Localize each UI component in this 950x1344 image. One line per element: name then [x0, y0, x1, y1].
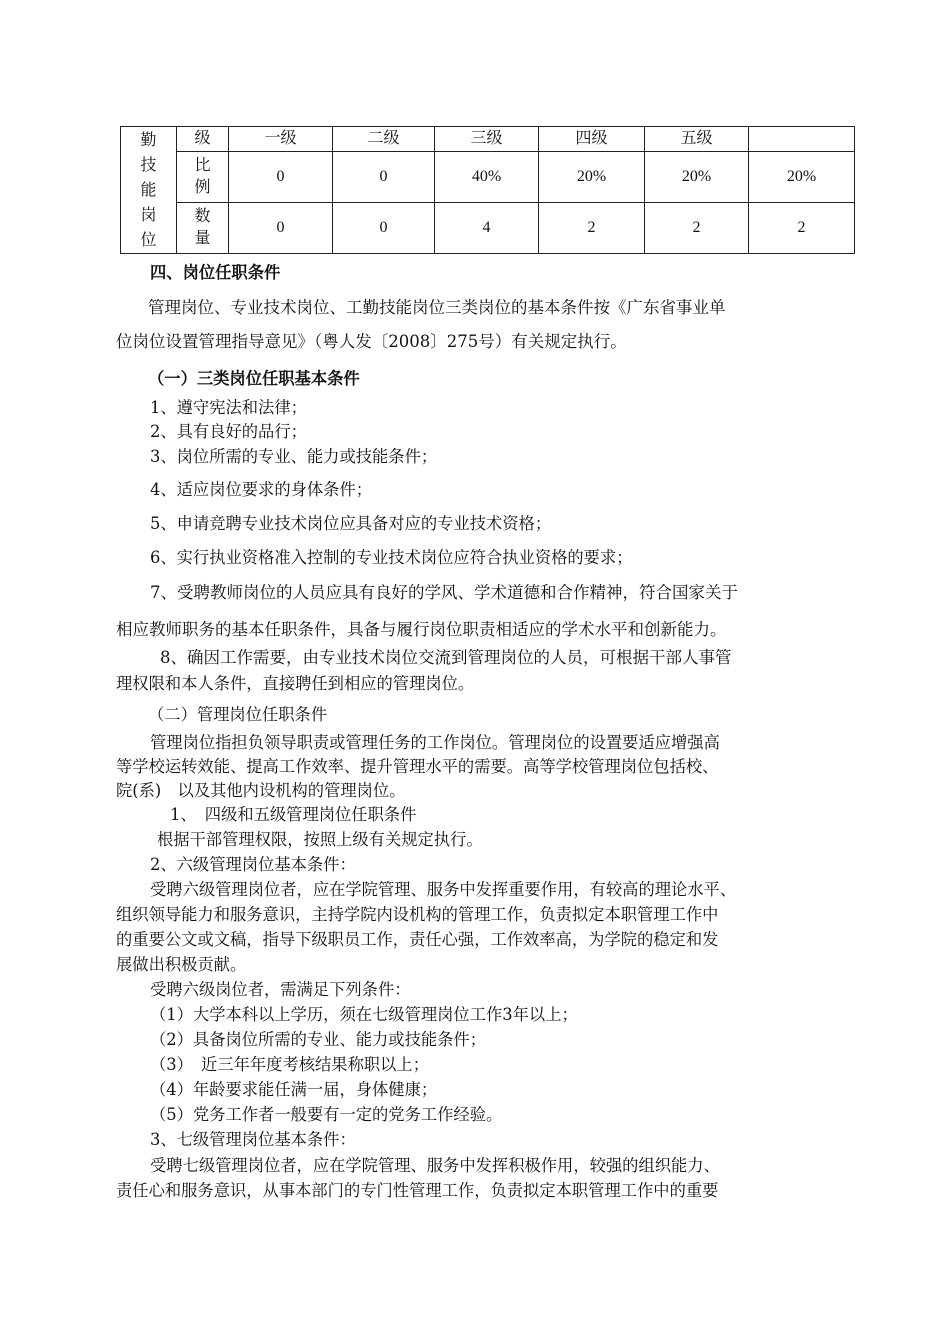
- paragraph-line: 责任心和服务意识，从事本部门的专门性管理工作，负责拟定本职管理工作中的重要: [116, 1181, 719, 1200]
- paragraph-line: 等学校运转效能、提高工作效率、提升管理水平的需要。高等学校管理岗位包括校、: [116, 757, 719, 776]
- table-cell: 0: [333, 152, 435, 203]
- paragraph-line: 院(系) 以及其他内设机构的管理岗位。: [116, 781, 406, 800]
- table-row-ratio: [121, 152, 855, 203]
- subsection-heading: （一）三类岗位任职基本条件: [148, 369, 360, 388]
- row-label: 比 例: [177, 152, 229, 203]
- table-cell: 2: [645, 203, 749, 254]
- post-ratio-table: [120, 126, 855, 254]
- list-item: 5、申请竞聘专业技术岗位应具备对应的专业技术资格；: [150, 514, 552, 533]
- list-item: 6、实行执业资格准入控制的专业技术岗位应符合执业资格的要求；: [150, 548, 633, 567]
- list-item: 3、岗位所需的专业、能力或技能条件；: [150, 447, 438, 466]
- table-cell: 40%: [435, 152, 539, 203]
- paragraph-line: 展做出积极贡献。: [116, 955, 247, 974]
- table-cell: 五级: [645, 127, 749, 152]
- paragraph-line: 位岗位设置管理指导意见》（粤人发〔2008〕275号）有关规定执行。: [116, 332, 627, 351]
- row-label: 数 量: [177, 203, 229, 254]
- list-item: （4）年龄要求能任满一届，身体健康；: [150, 1080, 438, 1099]
- paragraph-line: 受聘六级岗位者，需满足下列条件：: [150, 980, 411, 999]
- table-row-count: [121, 203, 855, 254]
- paragraph-line: 理权限和本人条件，直接聘任到相应的管理岗位。: [116, 674, 475, 693]
- list-item: 4、适应岗位要求的身体条件；: [150, 480, 373, 499]
- subsection-heading: （二）管理岗位任职条件: [148, 705, 328, 724]
- paragraph-line: 管理岗位、专业技术岗位、工勤技能岗位三类岗位的基本条件按《广东省事业单: [148, 298, 726, 317]
- table-cell: [749, 127, 855, 152]
- list-item: 1、遵守宪法和法律；: [150, 398, 307, 417]
- item-heading: 3、七级管理岗位基本条件：: [150, 1130, 356, 1149]
- paragraph-line: 根据干部管理权限，按照上级有关规定执行。: [157, 830, 483, 849]
- list-item: （2）具备岗位所需的专业、能力或技能条件；: [150, 1030, 486, 1049]
- table-cell: 四级: [539, 127, 645, 152]
- paragraph-line: 管理岗位指担负领导职责或管理任务的工作岗位。管理岗位的设置要适应增强高: [150, 733, 720, 752]
- table-cell: 20%: [645, 152, 749, 203]
- item-heading: 2、六级管理岗位基本条件：: [150, 855, 356, 874]
- table-cell: 0: [229, 203, 333, 254]
- list-item: 8、确因工作需要，由专业技术岗位交流到管理岗位的人员，可根据干部人事管: [160, 648, 732, 667]
- section-heading: 四、岗位任职条件: [150, 263, 281, 282]
- list-item: 2、具有良好的品行；: [150, 422, 307, 441]
- table-cell: 2: [749, 203, 855, 254]
- table-cell: 一级: [229, 127, 333, 152]
- table-cell: 20%: [539, 152, 645, 203]
- paragraph-line: 的重要公文或文稿，指导下级职员工作，责任心强，工作效率高，为学院的稳定和发: [116, 930, 719, 949]
- table-cell: 三级: [435, 127, 539, 152]
- table-cell: 2: [539, 203, 645, 254]
- table-cell: 4: [435, 203, 539, 254]
- table-cell: 0: [333, 203, 435, 254]
- list-item: （5）党务工作者一般要有一定的党务工作经验。: [150, 1105, 503, 1124]
- worker-post-cell: 勤 技 能 岗 位: [121, 127, 177, 254]
- list-item: 7、受聘教师岗位的人员应具有良好的学风、学术道德和合作精神，符合国家关于: [150, 583, 738, 602]
- paragraph-line: 相应教师职务的基本任职条件，具备与履行岗位职责相适应的学术水平和创新能力。: [116, 620, 727, 639]
- paragraph-line: 受聘七级管理岗位者，应在学院管理、服务中发挥积极作用，较强的组织能力、: [150, 1156, 720, 1175]
- row-label: 级: [177, 127, 229, 152]
- paragraph-line: 组织领导能力和服务意识，主持学院内设机构的管理工作，负责拟定本职管理工作中: [116, 905, 719, 924]
- table-cell: 0: [229, 152, 333, 203]
- table-row-grade: [121, 127, 855, 152]
- list-item: （3） 近三年年度考核结果称职以上；: [150, 1055, 429, 1074]
- list-item: （1）大学本科以上学历，须在七级管理岗位工作3年以上；: [150, 1005, 578, 1024]
- item-heading: 1、 四级和五级管理岗位任职条件: [170, 805, 417, 824]
- paragraph-line: 受聘六级管理岗位者，应在学院管理、服务中发挥重要作用，有较高的理论水平、: [150, 880, 737, 899]
- table-cell: 20%: [749, 152, 855, 203]
- table-cell: 二级: [333, 127, 435, 152]
